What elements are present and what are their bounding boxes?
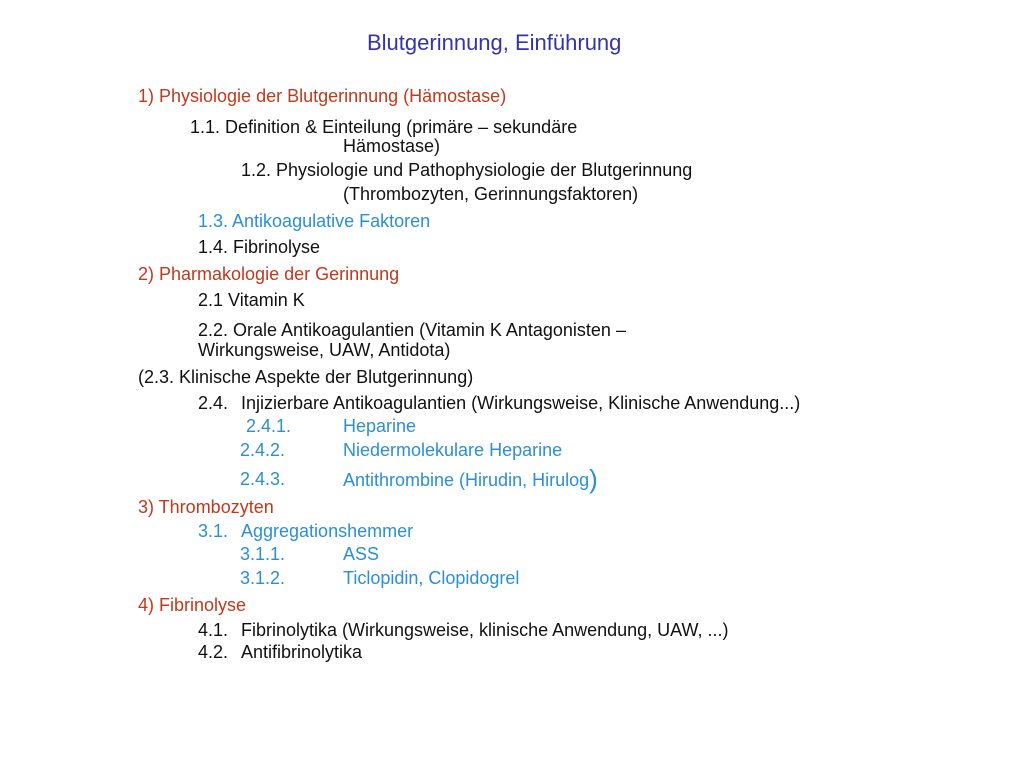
item-1-1-line-1: 1.1. Definition & Einteilung (primäre – sekundäre [190, 117, 578, 137]
item-2-4-3 [343, 464, 598, 494]
item-2-4-number: 2.4. [198, 393, 229, 413]
section-1-heading: 1) Physiologie der Blutgerinnung (Hämostase) [138, 86, 507, 106]
item-2-4 [198, 393, 801, 413]
section-2-heading: 2) Pharmakologie der Gerinnung [138, 264, 400, 284]
item-2-3: (2.3. Klinische Aspekte der Blutgerinnung) [138, 367, 474, 387]
item-2-4-3-text: Antithrombine (Hirudin, Hirulog [343, 470, 590, 490]
item-3-1-2-text: Ticlopidin, Clopidogrel [343, 568, 520, 588]
item-2-4-2-text: Niedermolekulare Heparine [343, 440, 563, 460]
slide-title: Blutgerinnung, Einführung [367, 30, 622, 55]
section-3-heading: 3) Thrombozyten [138, 497, 274, 517]
item-1-2-line-1: 1.2. Physiologie und Pathophysiologie der Blutgerinnung [241, 160, 693, 180]
item-3-1-1-text: ASS [343, 544, 380, 564]
item-1-2-line-2: (Thrombozyten, Gerinnungsfaktoren) [343, 184, 639, 204]
item-3-1-2-number: 3.1.2. [240, 568, 286, 588]
item-2-2-line-2: Wirkungsweise, UAW, Antidota) [198, 340, 451, 360]
section-4-heading: 4) Fibrinolyse [138, 595, 247, 615]
item-2-4-1 [246, 416, 291, 436]
item-3-1-text: Aggregationshemmer [241, 521, 414, 541]
item-4-1-text: Fibrinolytika (Wirkungsweise, klinische Anwendung, UAW, ...) [241, 620, 729, 640]
item-2-4-3-close-paren: ) [589, 464, 598, 494]
item-1-4: 1.4. Fibrinolyse [198, 237, 321, 257]
item-1-1-line-2: Hämostase) [343, 136, 441, 156]
item-2-4-1-text: Heparine [343, 416, 417, 436]
item-3-1-number: 3.1. [198, 521, 229, 541]
item-2-2-line-1: 2.2. Orale Antikoagulantien (Vitamin K Antagonisten – [198, 320, 626, 340]
item-3-1-1-number: 3.1.1. [240, 544, 286, 564]
item-2-1: 2.1 Vitamin K [198, 290, 305, 310]
item-2-4-3-number: 2.4.3. [240, 469, 286, 489]
item-2-4-2-number: 2.4.2. [240, 440, 286, 460]
item-4-2-number: 4.2. [198, 642, 229, 662]
item-1-3: 1.3. Antikoagulative Faktoren [198, 211, 431, 231]
item-2-4-text: Injizierbare Antikoagulantien (Wirkungsweise, Klinische Anwendung...) [241, 393, 801, 413]
item-4-2-text: Antifibrinolytika [241, 642, 363, 662]
item-2-4-1-number: 2.4.1. [246, 416, 292, 436]
item-4-1-number: 4.1. [198, 620, 229, 640]
